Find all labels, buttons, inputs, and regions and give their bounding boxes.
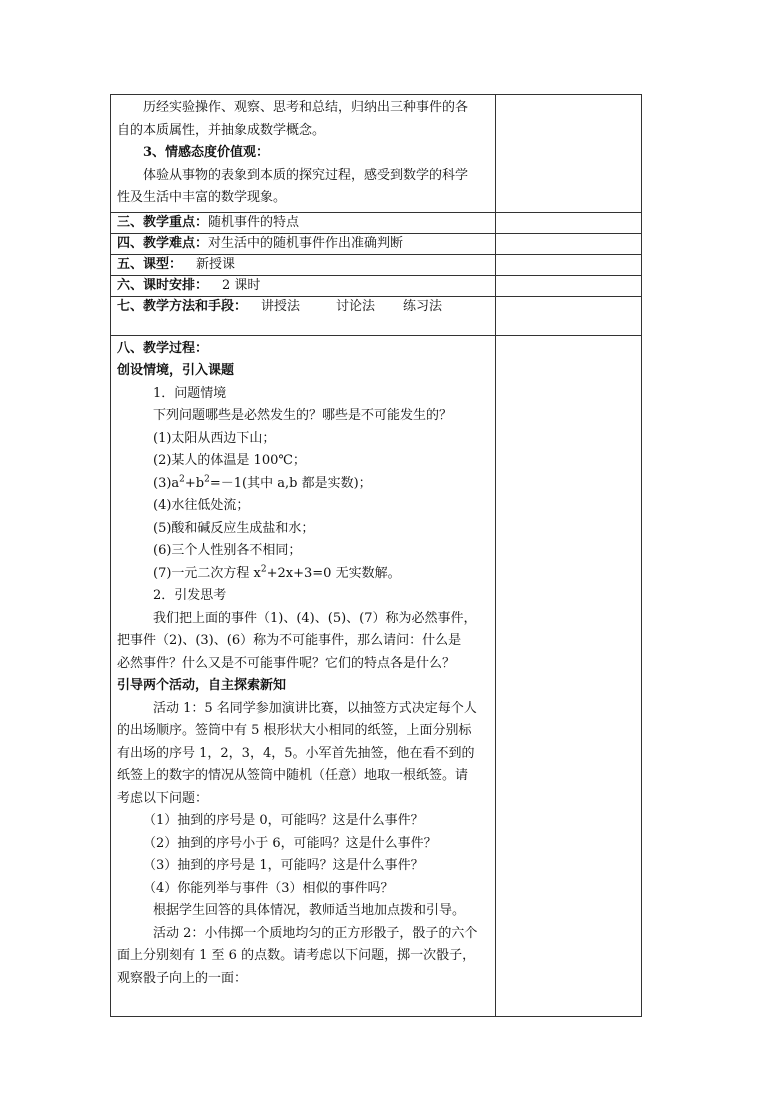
paragraph-line: 观察骰子向上的一面： bbox=[117, 970, 248, 986]
item-heading: 1．问题情境 bbox=[153, 385, 227, 401]
notes-cell bbox=[496, 233, 642, 254]
method-value: 讲授法 bbox=[261, 298, 301, 314]
lesson-plan-table bbox=[110, 94, 642, 1017]
process-heading: 八、教学过程： bbox=[117, 340, 209, 356]
objective-line: 体验从事物的表象到本质的探究过程，感受到数学的科学 bbox=[143, 167, 469, 183]
lesson-type-label: 五、课型： bbox=[117, 256, 183, 272]
method-value: 练习法 bbox=[403, 298, 443, 314]
lesson-type-value: 新授课 bbox=[196, 256, 236, 272]
section-heading: 引导两个活动，自主探索新知 bbox=[117, 678, 287, 693]
paragraph-line: 面上分别刻有 1 至 6 的点数。请考虑以下问题，掷一次骰子， bbox=[117, 948, 476, 963]
event-item: (4)水往低处流； bbox=[153, 498, 250, 513]
sub-question: （4）你能列举与事件（3）相似的事件吗？ bbox=[143, 880, 394, 896]
key-point-label: 三、教学重点： bbox=[117, 214, 209, 230]
method-value: 讨论法 bbox=[336, 298, 376, 314]
notes-cell bbox=[496, 335, 642, 1016]
section-heading: 创设情境，引入课题 bbox=[117, 363, 235, 378]
event-item: $(3)a^2+b^2=-1$(其中 a,b 都是实数)； bbox=[153, 474, 372, 491]
notes-cell bbox=[496, 212, 642, 233]
difficulty-row bbox=[111, 233, 642, 254]
notes-cell bbox=[496, 275, 642, 296]
schedule-label: 六、课时安排： bbox=[117, 277, 209, 293]
lesson-type-row bbox=[111, 254, 642, 275]
paragraph-line: 把事件（2)、(3)、(6）称为不可能事件，那么请问：什么是 bbox=[117, 633, 462, 648]
sub-question: （1）抽到的序号是 0，可能吗？这是什么事件？ bbox=[143, 813, 424, 828]
objective-line: 自的本质属性，并抽象成数学概念。 bbox=[117, 122, 326, 138]
paragraph-line: 活动 1：5 名同学参加演讲比赛，以抽签方式决定每个人 bbox=[153, 700, 477, 716]
paragraph-line: 的出场顺序。签筒中有 5 根形状大小相同的纸签，上面分别标 bbox=[117, 723, 472, 738]
paragraph-line: 活动 2：小伟掷一个质地均匀的正方形骰子，骰子的六个 bbox=[153, 925, 478, 941]
schedule-row bbox=[111, 275, 642, 296]
event-item: (6)三个人性别各不相同； bbox=[153, 543, 302, 558]
process-cell bbox=[111, 335, 496, 1016]
question-text: 下列问题哪些是必然发生的？哪些是不可能发生的？ bbox=[153, 408, 453, 423]
paragraph-line: 考虑以下问题： bbox=[117, 790, 209, 806]
schedule-value: 2 课时 bbox=[222, 277, 261, 293]
method-label: 七、教学方法和手段： bbox=[117, 298, 248, 314]
objective-line: 历经实验操作、观察、思考和总结，归纳出三种事件的各 bbox=[143, 100, 469, 115]
difficulty-value: 对生活中的随机事件作出准确判断 bbox=[208, 235, 404, 251]
paragraph-line: 纸签上的数字的情况从签筒中随机（任意）地取一根纸签。请 bbox=[117, 768, 469, 783]
notes-cell bbox=[496, 254, 642, 275]
notes-cell bbox=[496, 95, 642, 213]
method-row bbox=[111, 296, 642, 335]
key-point-row bbox=[111, 212, 642, 233]
paragraph-line: 根据学生回答的具体情况，教师适当地加点拨和引导。 bbox=[153, 903, 466, 918]
paragraph-line: 有出场的序号 1，2，3，4，5。小军首先抽签，他在看不到的 bbox=[117, 745, 475, 761]
key-point-value: 随机事件的特点 bbox=[208, 214, 300, 230]
difficulty-label: 四、教学难点： bbox=[117, 235, 209, 251]
sub-question: （2）抽到的序号小于 6，可能吗？这是什么事件？ bbox=[143, 835, 437, 851]
event-item: (7)一元二次方程 $x^2+2x+3=0$ 无实数解。 bbox=[153, 564, 401, 581]
sub-question: （3）抽到的序号是 1，可能吗？这是什么事件？ bbox=[143, 858, 424, 873]
attitude-heading: 3、情感态度价值观： bbox=[143, 145, 270, 160]
event-item: (2)某人的体温是 100℃； bbox=[153, 453, 306, 468]
item-heading: 2．引发思考 bbox=[153, 588, 227, 603]
event-item: (5)酸和碱反应生成盐和水； bbox=[153, 520, 315, 536]
notes-cell bbox=[496, 296, 642, 335]
paragraph-line: 我们把上面的事件（1)、(4)、(5)、(7）称为必然事件， bbox=[153, 610, 477, 626]
objectives-row bbox=[111, 95, 642, 213]
event-item: (1)太阳从西边下山； bbox=[153, 430, 276, 446]
paragraph-line: 必然事件？什么又是不可能事件呢？它们的特点各是什么？ bbox=[117, 655, 456, 671]
process-row bbox=[111, 335, 642, 1016]
objective-line: 性及生活中丰富的数学现象。 bbox=[117, 190, 287, 205]
objectives-cell bbox=[111, 95, 496, 213]
